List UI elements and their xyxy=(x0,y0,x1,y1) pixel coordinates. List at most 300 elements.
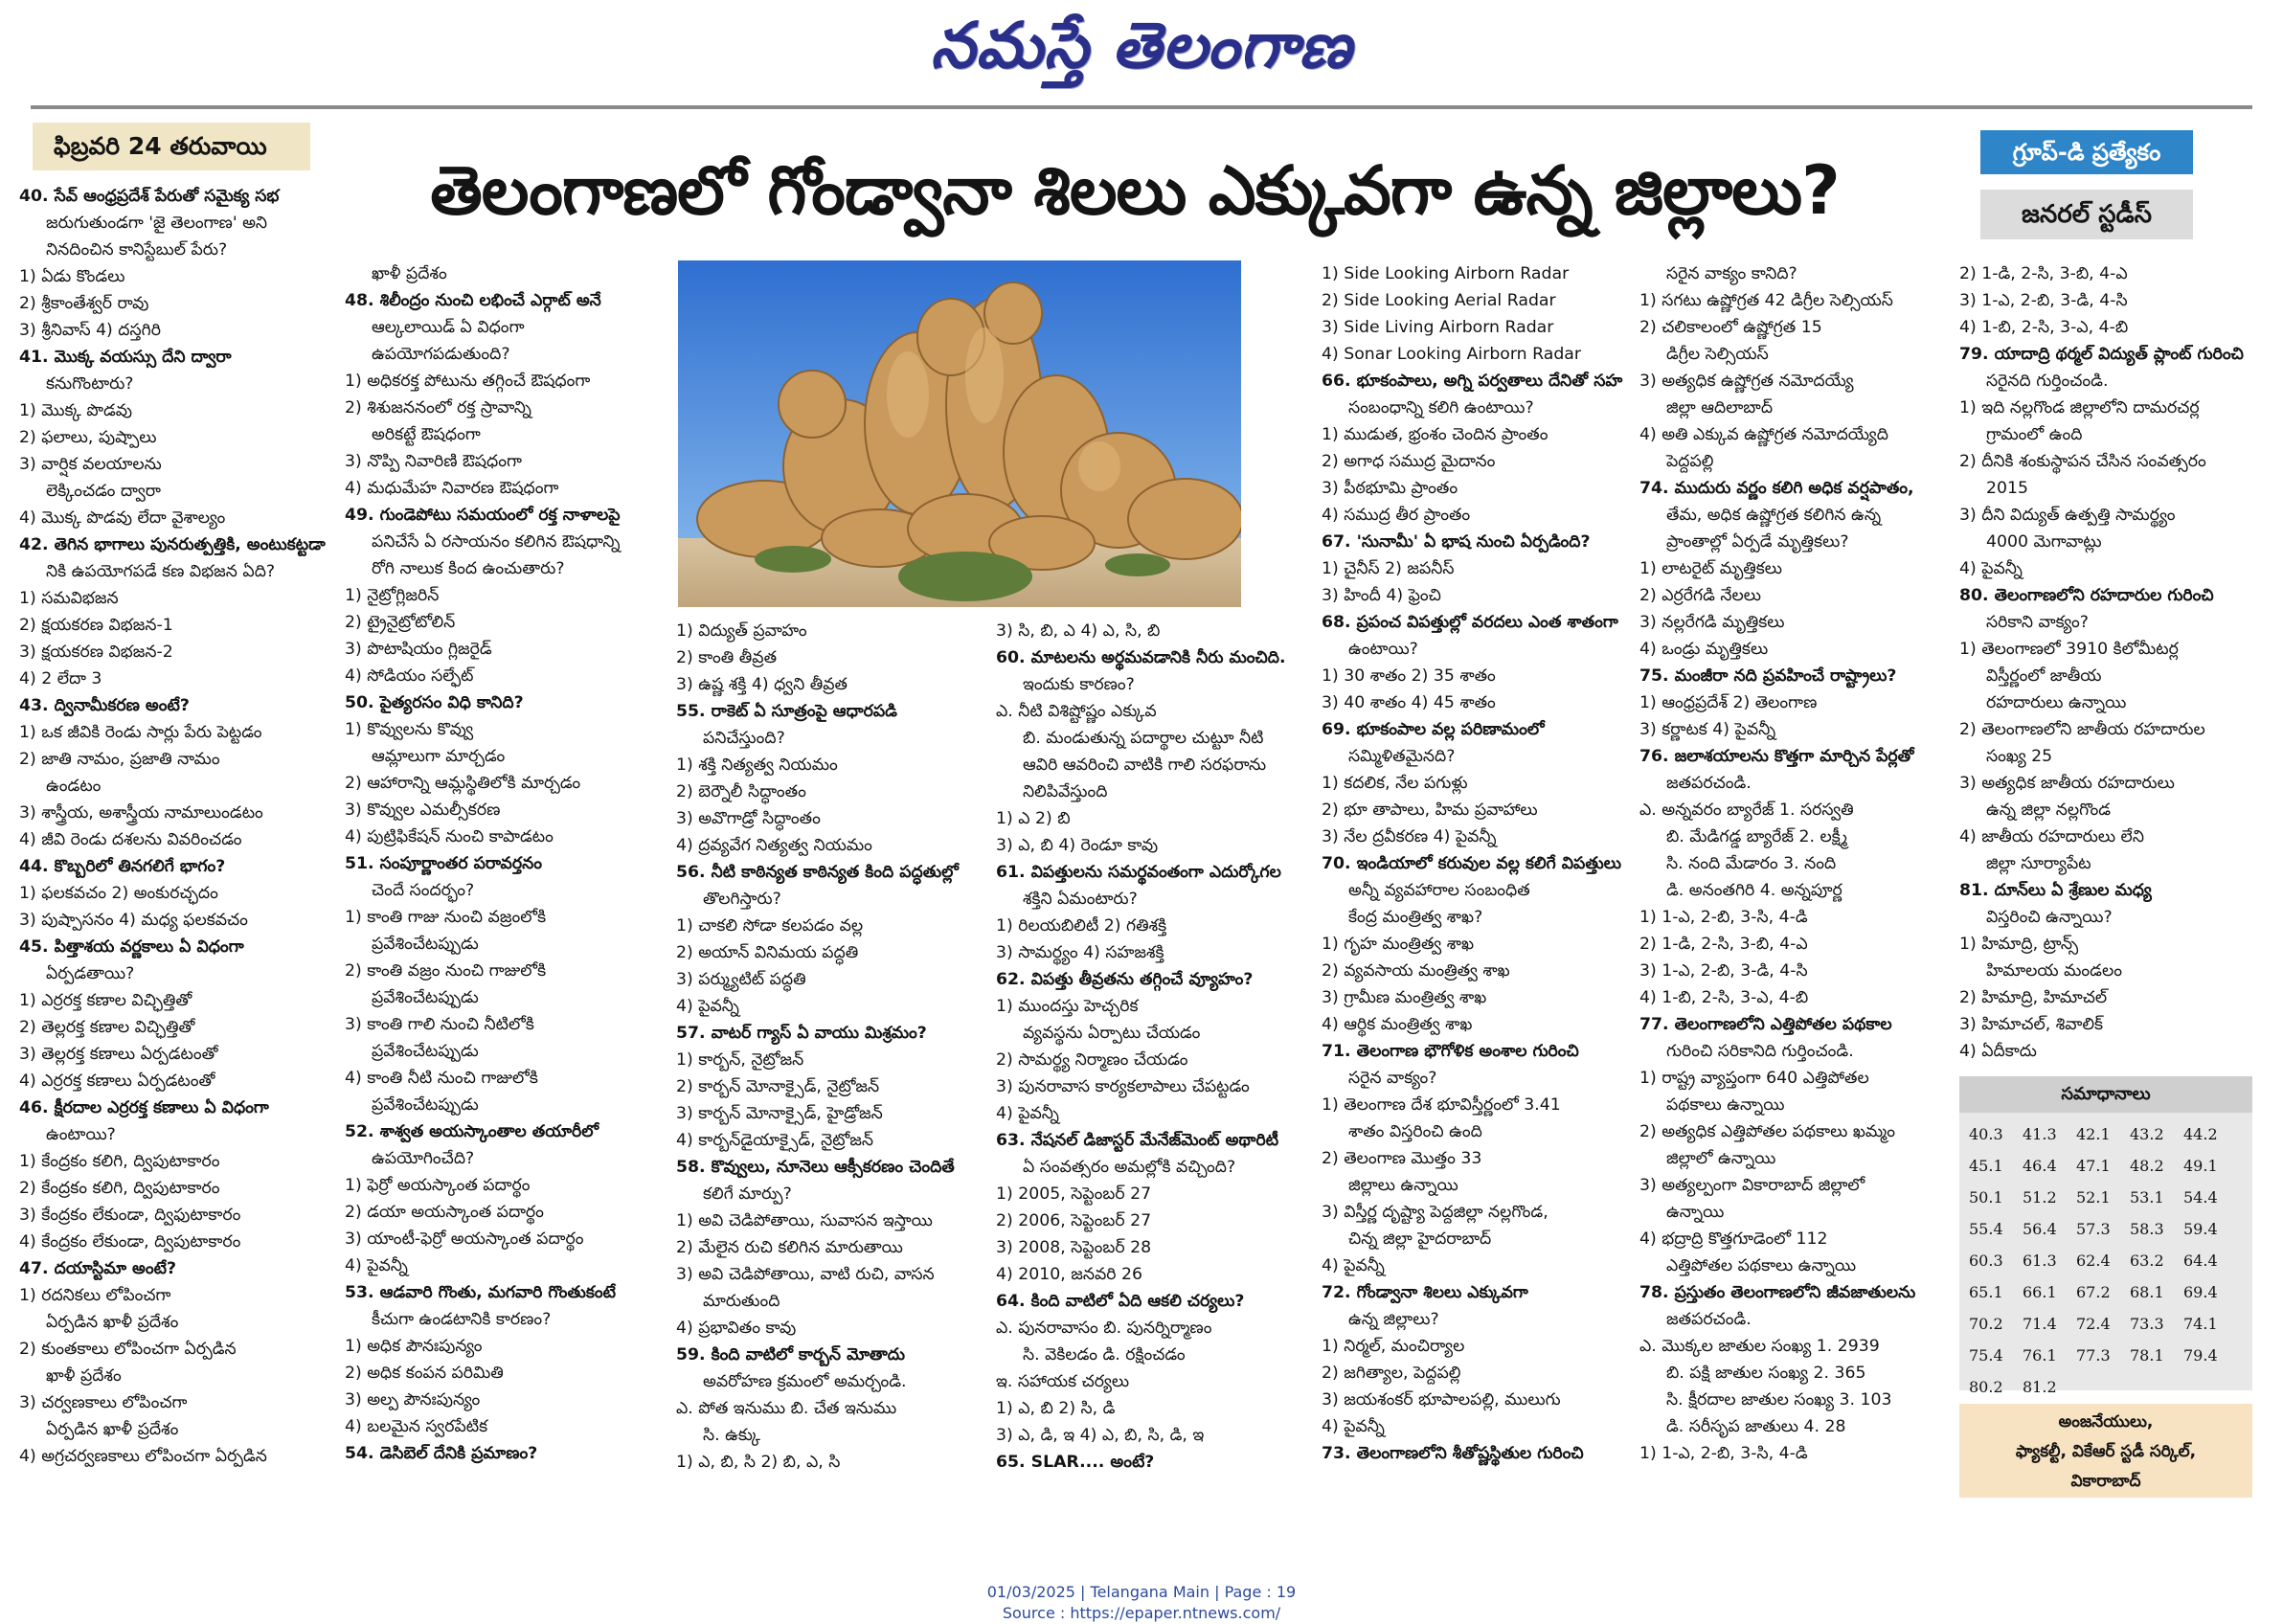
rock-formation-illustration xyxy=(678,260,1241,607)
author-credit xyxy=(1959,1404,2252,1498)
text-line: ఇందుకు కారణం? xyxy=(1023,675,1135,694)
answer-option: 2) తెలంగాణ మొత్తం 33 xyxy=(1322,1149,1482,1168)
question-column-5 xyxy=(1322,260,1628,1509)
answer-option: 3) దీని విద్యుత్ ఉత్పత్తి సామర్థ్యం xyxy=(1959,506,2176,525)
answer-option: 1) చైనీస్ 2) జపనీస్ xyxy=(1322,559,1455,578)
question-column-2 xyxy=(345,260,663,1509)
answer-option: 1) అవి చెడిపోతాయి, సువాసన ఇస్తాయి xyxy=(676,1211,933,1230)
text-line: జతపరచండి. xyxy=(1666,1310,1752,1329)
answer-key-cell: 54.4 xyxy=(2183,1188,2218,1207)
text-line: ఉన్న జిల్లా నల్లగొండ xyxy=(1986,801,2112,820)
text-line: సరైనది గుర్తించండి. xyxy=(1986,372,2109,391)
answer-option: 3) చర్వణకాలు లోపించగా xyxy=(19,1393,188,1412)
question-text: 45. పిత్తాశయ వర్ణకాలు ఏ విధంగా xyxy=(19,937,244,957)
answer-option: 4) 2010, జనవరి 26 xyxy=(996,1265,1142,1284)
text-line: సంఖ్య 25 xyxy=(1986,747,2053,766)
text-line: రోగి నాలుక కింద ఉంచుతారు? xyxy=(372,559,565,578)
text-line: ఎత్తిపోతల పథకాలు ఉన్నాయి xyxy=(1666,1256,1857,1275)
answer-key-cell: 58.3 xyxy=(2130,1220,2164,1238)
question-text: 80. తెలంగాణలోని రహదారుల గురించి xyxy=(1959,586,2214,605)
answer-option: 1) ఫలకవచం 2) అంకురచ్ఛదం xyxy=(19,884,218,903)
answer-option: 4) పుట్రిఫికేషన్ నుంచి కాపాడటం xyxy=(345,827,554,846)
answer-option: 4) 1-బి, 2-సి, 3-ఎ, 4-బి xyxy=(1639,988,1809,1007)
text-line: డి. సరీసృప జాతులు 4. 28 xyxy=(1666,1417,1846,1436)
answer-option: 1) అధిక పౌనఃపున్యం xyxy=(345,1337,483,1356)
answer-option: 1) గృహ మంత్రిత్వ శాఖ xyxy=(1322,935,1475,954)
question-column-7 xyxy=(1959,260,2252,1065)
answer-option: 3) పునరావాస కార్యకలాపాలు చేపట్టడం xyxy=(996,1077,1250,1096)
answer-option: 1) ఎ, బి, సి 2) బి, ఎ, సి xyxy=(676,1453,841,1472)
text-line: మారుతుంది xyxy=(703,1292,780,1311)
answer-option: 2) 1-డి, 2-సి, 3-బి, 4-ఎ xyxy=(1959,264,2128,283)
answer-key-cell: 57.3 xyxy=(2076,1220,2111,1238)
answer-option: 4) 1-బి, 2-సి, 3-ఎ, 4-బి xyxy=(1959,318,2129,337)
text-line: చెందే సందర్భం? xyxy=(372,881,475,900)
question-text: 40. సేవ్ ఆంధ్రప్రదేశ్ పేరుతో సమైక్య సభ xyxy=(19,187,280,206)
answer-option: 1) ఫెర్రో అయస్కాంత పదార్థం xyxy=(345,1176,531,1195)
text-line: నినదించిన కానిస్టేబుల్ పేరు? xyxy=(46,240,228,259)
text-line: హిమాలయ మండలం xyxy=(1986,961,2122,981)
answer-option: 3) నేల ద్రవీకరణ 4) పైవన్నీ xyxy=(1322,827,1497,846)
answer-option: ఎ. పోత ఇనుము బి. చేత ఇనుము xyxy=(676,1399,897,1418)
answer-option: 2) దీనికి శంకుస్థాపన చేసిన సంవత్సరం xyxy=(1959,452,2206,471)
answer-option: 3) అత్యధిక జాతీయ రహదారులు xyxy=(1959,774,2175,793)
question-column-4 xyxy=(996,618,1304,1479)
text-line: పెద్దపల్లి xyxy=(1666,452,1714,471)
answer-key-cell: 61.3 xyxy=(2023,1252,2057,1270)
answer-key-cell: 74.1 xyxy=(2183,1315,2218,1333)
text-line: ప్రవేశించేటప్పుడు xyxy=(372,988,479,1007)
question-text: 67. 'సునామీ' ఏ భాష నుంచి ఏర్పడింది? xyxy=(1322,532,1591,552)
answer-option: 3) జయశంకర్ భూపాలపల్లి, ములుగు xyxy=(1322,1390,1561,1410)
date-box: ఫిబ్రవరి 24 తరువాయి xyxy=(33,123,310,170)
footer-edition: 01/03/2025 | Telangana Main | Page : 19 xyxy=(986,1583,1297,1601)
answer-option: 1) మొక్క పొడవు xyxy=(19,401,132,420)
text-line: సి. నంది మేడారం 3. నంది xyxy=(1666,854,1837,873)
answer-option: 3) కాంతి గాలి నుంచి నీటిలోకి xyxy=(345,1015,534,1034)
answer-option: 3) పుష్పాసనం 4) మధ్య ఫలకవచం xyxy=(19,911,248,930)
question-text: 57. వాటర్ గ్యాస్ ఏ వాయు మిశ్రమం? xyxy=(676,1024,927,1043)
answer-key-cell: 42.1 xyxy=(2076,1125,2111,1143)
answer-key-cell: 55.4 xyxy=(1969,1220,2003,1238)
question-text: 70. ఇండియాలో కరువుల వల్ల కలిగే విపత్తులు xyxy=(1322,854,1621,873)
answer-option: 1) తెలంగాణ దేశ భూవిస్తీర్ణంలో 3.41 xyxy=(1322,1095,1561,1115)
answer-option: 4) అగ్రచర్వణకాలు లోపించగా ఏర్పడిన xyxy=(19,1447,267,1466)
answer-option: 4) ద్రవ్యవేగ నిత్యత్వ నియమం xyxy=(676,836,872,855)
text-line: కీచుగా ఉండటానికి కారణం? xyxy=(372,1310,552,1329)
question-text: 42. తెగిన భాగాలు పునరుత్పత్తికి, అంటుకట్టడా xyxy=(19,535,326,554)
question-text: 81. దూన్‌లు ఏ శ్రేణుల మధ్య xyxy=(1959,881,2152,900)
answer-key-cell: 63.2 xyxy=(2130,1252,2164,1270)
answer-option: 4) జీవి రెండు దశలను వివరించడం xyxy=(19,830,242,849)
question-text: 46. క్షీరదాల ఎర్రరక్త కణాలు ఏ విధంగా xyxy=(19,1098,269,1117)
answer-option: 2) చలికాలంలో ఉష్ణోగ్రత 15 xyxy=(1639,318,1822,337)
answer-option: 2) భూ తాపాలు, హిమ ప్రవాహాలు xyxy=(1322,801,1538,820)
answer-option: 1) కొవ్వులను కొవ్వు xyxy=(345,720,474,739)
answer-option: 4) ప్రభావితం కావు xyxy=(676,1319,797,1338)
answer-option: 3) వార్షిక వలయాలను xyxy=(19,455,162,474)
text-line: ఖాళీ ప్రదేశం xyxy=(372,264,447,283)
text-line: ప్రాంతాల్లో ఏర్పడే మృత్తికలు? xyxy=(1666,532,1849,552)
answer-option: 1) కేంద్రకం కలిగి, ద్విపుటాకారం xyxy=(19,1152,220,1171)
text-line: జిల్లా సూర్యాపేట xyxy=(1986,854,2091,873)
text-line: బి. మేడిగడ్డ బ్యారేజ్ 2. లక్ష్మీ xyxy=(1666,827,1848,846)
question-text: 44. కొబ్బరిలో తినగలిగే భాగం? xyxy=(19,857,226,876)
question-text: 79. యాదాద్రి థర్మల్ విద్యుత్ ప్లాంట్ గురించి xyxy=(1959,345,2244,364)
text-line: ఖాళీ ప్రదేశం xyxy=(46,1366,122,1386)
answer-key-cell: 73.3 xyxy=(2130,1315,2164,1333)
answer-option: 1) 30 శాతం 2) 35 శాతం xyxy=(1322,666,1496,686)
text-line: ఉండటం xyxy=(46,777,102,796)
answer-key-cell: 49.1 xyxy=(2183,1157,2218,1175)
text-line: శక్తిని ఏమంటారు? xyxy=(1023,890,1138,909)
answer-option: 1) లాటరైట్ మృత్తికలు xyxy=(1639,559,1783,578)
answer-option: 4) కార్బన్‌డైయాక్సైడ్, నైట్రోజన్ xyxy=(676,1131,873,1150)
answer-option: 3) పొటాషియం గ్లిజరైడ్ xyxy=(345,640,492,659)
answer-key-cell: 51.2 xyxy=(2023,1188,2057,1207)
answer-key-cell: 41.3 xyxy=(2023,1125,2057,1143)
headline: తెలంగాణలో గోండ్వానా శిలలు ఎక్కువగా ఉన్న జిల్లాలు? xyxy=(430,151,1840,230)
answer-key-cell: 75.4 xyxy=(1969,1346,2003,1365)
answer-option: 3) అత్యల్పంగా వికారాబాద్ జిల్లాలో xyxy=(1639,1176,1865,1195)
credit-line: ఫ్యాకల్టీ, వికేఆర్ స్టడీ సర్కిల్, xyxy=(2015,1442,2197,1461)
text-line: ఉన్నాయి xyxy=(1666,1203,1725,1222)
question-text: 64. కింది వాటిలో ఏది ఆకలి చర్యలు? xyxy=(996,1292,1245,1311)
answer-option: 3) గ్రామీణ మంత్రిత్వ శాఖ xyxy=(1322,988,1487,1007)
answer-option: 1) చాకలి సోడా కలపడం వల్ల xyxy=(676,916,864,936)
answer-option: 1) కార్బన్, నైట్రోజన్ xyxy=(676,1050,804,1070)
answer-option: 1) కదలిక, నేల పగుళ్లు xyxy=(1322,774,1468,793)
answer-option: 1) ఇది నల్లగొండ జిల్లాలోని దామరచర్ల xyxy=(1959,398,2200,417)
credit-line: అంజనేయులు, xyxy=(2058,1412,2154,1432)
answer-option: 2) ఆహారాన్ని ఆమ్లస్థితిలోకి మార్చడం xyxy=(345,774,581,793)
answer-option: 4) పైవన్నీ xyxy=(676,997,739,1016)
answer-option: 1) అధికరక్త పోటును తగ్గించే ఔషధంగా xyxy=(345,372,591,391)
answer-option: 2) తెల్లరక్త కణాల విచ్ఛిత్తితో xyxy=(19,1018,195,1037)
answer-option: 2) బెర్నౌలీ సిద్ధాంతం xyxy=(676,782,806,801)
question-column-3 xyxy=(676,618,984,1479)
answer-option: 2) Side Looking Aerial Radar xyxy=(1322,291,1556,310)
text-line: రహదారులు ఉన్నాయి xyxy=(1986,693,2127,712)
answer-option: 4) పైవన్నీ xyxy=(996,1104,1059,1123)
answer-option: 3) ఎ, డి, ఇ 4) ఎ, బి, సి, డి, ఇ xyxy=(996,1426,1205,1445)
text-line: నిలిపివేస్తుంది xyxy=(1023,782,1108,801)
answer-key-cell: 79.4 xyxy=(2183,1346,2218,1365)
question-text: 75. మంజీరా నది ప్రవహించే రాష్ట్రాలు? xyxy=(1639,666,1897,686)
question-text: 78. ప్రస్తుతం తెలంగాణలోని జీవజాతులను xyxy=(1639,1283,1916,1302)
answer-option: 1) 2005, సెప్టెంబర్ 27 xyxy=(996,1184,1152,1204)
question-text: 51. సంపూర్ణాంతర పరావర్తనం xyxy=(345,854,542,873)
answer-option: 2) సామర్థ్య నిర్మాణం చేయడం xyxy=(996,1050,1188,1070)
question-text: 73. తెలంగాణలోని శీతోష్ణస్థితుల గురించి xyxy=(1322,1444,1584,1463)
answer-option: 2) జగిత్యాల, పెద్దపల్లి xyxy=(1322,1364,1461,1383)
text-line: సరైన వాక్యం? xyxy=(1348,1069,1437,1088)
answer-option: 4) జాతీయ రహదారులు లేని xyxy=(1959,827,2144,846)
answer-key-cell: 71.4 xyxy=(2023,1315,2057,1333)
text-line: అన్నీ వ్యవహారాల సంబంధిత xyxy=(1348,881,1530,900)
answer-option: 3) 1-ఎ, 2-బి, 3-డి, 4-సి xyxy=(1959,291,2128,310)
answer-option: ఎ. పునరావాసం బి. పునర్నిర్మాణం xyxy=(996,1319,1212,1338)
answer-option: 3) కొవ్వుల ఎమల్సీకరణ xyxy=(345,801,501,820)
answer-option: 4) అతి ఎక్కువ ఉష్ణోగ్రత నమోదయ్యేది xyxy=(1639,425,1888,444)
question-text: 63. నేషనల్ డిజాస్టర్ మేనేజ్‌మెంట్ అథారిటీ xyxy=(996,1131,1279,1150)
question-text: 74. ముదురు వర్ణం కలిగి అధిక వర్షపాతం, xyxy=(1639,479,1914,498)
answer-option: 1) నిర్మల్, మంచిర్యాల xyxy=(1322,1337,1465,1356)
question-text: 49. గుండెపోటు సమయంలో రక్త నాళాలపై xyxy=(345,506,621,525)
text-line: ఉంటాయి? xyxy=(46,1125,116,1144)
text-line: ఏర్పడిన ఖాళీ ప్రదేశం xyxy=(46,1420,179,1439)
answer-option: 3) అవొగాడ్రో సిద్ధాంతం xyxy=(676,809,821,828)
question-text: 71. తెలంగాణ భౌగోళిక అంశాల గురించి xyxy=(1322,1042,1579,1061)
answer-option: 2) కాంతి వజ్రం నుంచి గాజులోకి xyxy=(345,961,547,981)
answer-option: 2) అధిక కంపన పరిమితి xyxy=(345,1364,504,1383)
text-line: సమ్మిళితమైనది? xyxy=(1348,747,1456,766)
answer-option: ఇ. సహాయక చర్యలు xyxy=(996,1372,1130,1391)
answer-option: ఎ. మొక్కల జాతుల సంఖ్య 1. 2939 xyxy=(1639,1337,1880,1356)
question-text: 53. ఆడవారి గొంతు, మగవారి గొంతుకంటే xyxy=(345,1283,616,1302)
question-text: 60. మాటలను అర్థమవడానికి నీరు మంచిది. xyxy=(996,648,1286,667)
answer-option: 1) విద్యుత్ ప్రవాహం xyxy=(676,621,807,641)
answer-option: 2) కార్బన్ మోనాక్సైడ్, నైట్రోజన్ xyxy=(676,1077,880,1096)
answer-option: 1) శక్తి నిత్యత్వ నియమం xyxy=(676,756,838,775)
answer-key-cell: 69.4 xyxy=(2183,1283,2218,1301)
question-text: 65. SLAR.... అంటే? xyxy=(996,1453,1155,1472)
question-column-1 xyxy=(19,183,335,1509)
answer-option: 1) రదనికలు లోపించగా xyxy=(19,1286,171,1305)
answer-key-cell: 48.2 xyxy=(2130,1157,2164,1175)
text-line: సి. క్షీరదాల జాతుల సంఖ్య 3. 103 xyxy=(1666,1390,1892,1410)
answer-option: 3) విస్తీర్ణ దృష్ట్యా పెద్దజిల్లా నల్లగొండ, xyxy=(1322,1203,1548,1222)
answer-option: 3) అత్యధిక ఉష్ణోగ్రత నమోదయ్యే xyxy=(1639,372,1854,391)
answer-option: 4) పైవన్నీ xyxy=(1322,1256,1385,1275)
answer-option: 4) ఏదీకాదు xyxy=(1959,1042,2037,1061)
answer-key-cell: 77.3 xyxy=(2076,1346,2111,1365)
answer-option: 3) కేంద్రకం లేకుండా, ద్విఫుటాకారం xyxy=(19,1206,241,1225)
answer-key-cell: 64.4 xyxy=(2183,1252,2218,1270)
question-text: 41. మొక్క వయస్సు దేని ద్వారా xyxy=(19,348,232,367)
answer-key-cell: 76.1 xyxy=(2023,1346,2057,1365)
rock-formation-photo xyxy=(678,260,1241,607)
answer-option: ఎ. నీటి విశిష్టోష్ణం ఎక్కువ xyxy=(996,702,1157,721)
question-text: 50. పైత్యరసం విధి కానిది? xyxy=(345,693,524,712)
answer-option: 3) నొప్పి నివారిణి ఔషధంగా xyxy=(345,452,522,471)
subject-label: జనరల్ స్టడీస్ xyxy=(1980,190,2193,239)
answer-option: 2) వ్యవసాయ మంత్రిత్వ శాఖ xyxy=(1322,961,1510,981)
page-footer xyxy=(0,1582,2283,1624)
text-line: ప్రవేశించేటప్పుడు xyxy=(372,935,479,954)
answer-option: 3) Side Living Airborn Radar xyxy=(1322,318,1554,337)
answer-option: 2) ఎర్రరేగడి నేలలు xyxy=(1639,586,1761,605)
question-text: 66. భూకంపాలు, అగ్ని పర్వతాలు దేనితో సహ xyxy=(1322,372,1623,391)
answer-key-cell: 52.1 xyxy=(2076,1188,2111,1207)
answer-option: 2) క్షయకరణ విభజన-1 xyxy=(19,616,173,635)
text-line: ఏ సంవత్సరం అమల్లోకి వచ్చింది? xyxy=(1023,1158,1236,1177)
answer-option: 3) సి, బి, ఎ 4) ఎ, సి, బి xyxy=(996,621,1161,641)
answer-option: 3) నల్లరేగడి మృత్తికలు xyxy=(1639,613,1785,632)
answer-option: 4) కాంతి నీటి నుంచి గాజులోకి xyxy=(345,1069,538,1088)
text-line: తేమ, అధిక ఉష్ణోగ్రత కలిగిన ఉన్న xyxy=(1666,506,1882,525)
text-line: సి. వెకిలడం డి. రక్షించడం xyxy=(1023,1345,1186,1365)
answer-option: 2) 1-డి, 2-సి, 3-బి, 4-ఎ xyxy=(1639,935,1808,954)
answer-option: 2) అయాన్ వినిమయ పద్ధతి xyxy=(676,943,859,962)
answer-option: 4) సముద్ర తీర ప్రాంతం xyxy=(1322,506,1471,525)
answer-option: 3) ఎ, బి 4) రెండూ కావు xyxy=(996,836,1159,855)
text-line: పనిచేసే ఏ రసాయనం కలిగిన ఔషధాన్ని xyxy=(372,532,621,552)
question-text: 48. శిలీంద్రం నుంచి లభించే ఎర్గాట్ అనే xyxy=(345,291,601,310)
answer-option: 1) ఎ, బి 2) సి, డి xyxy=(996,1399,1116,1418)
answer-key-cell: 43.2 xyxy=(2130,1125,2164,1143)
answer-option: 4) పైవన్నీ xyxy=(1959,559,2023,578)
text-line: జిల్లాలో ఉన్నాయి xyxy=(1666,1149,1776,1168)
text-line: జతపరచండి. xyxy=(1666,774,1752,793)
question-text: 62. విపత్తు తీవ్రతను తగ్గించే వ్యూహం? xyxy=(996,970,1254,989)
text-line: 4000 మెగావాట్లు xyxy=(1986,532,2102,552)
text-line: సంబంధాన్ని కలిగి ఉంటాయి? xyxy=(1348,398,1534,417)
answer-option: 3) హిమాచల్, శివాలిక్ xyxy=(1959,1015,2104,1034)
text-line: ఆమ్లాలుగా మార్చడం xyxy=(372,747,506,766)
answer-option: 4) కేంద్రకం లేకుండా, ద్విపుటాకారం xyxy=(19,1232,241,1252)
question-text: 47. దయాస్టిమా అంటే? xyxy=(19,1259,176,1278)
answer-option: 2) కేంద్రకం కలిగి, ద్విపుటాకారం xyxy=(19,1179,220,1198)
answers-title: సమాధానాలు xyxy=(1959,1076,2252,1113)
text-line: సరైన వాక్యం కానిది? xyxy=(1666,264,1797,283)
text-line: పనిచేస్తుంది? xyxy=(703,729,785,748)
text-line: ఆల్కలాయిడ్ ఏ విధంగా xyxy=(372,318,525,337)
question-text: 69. భూకంపాల వల్ల పరిణామంలో xyxy=(1322,720,1545,739)
answer-option: 4) బలమైన స్వరపేటిక xyxy=(345,1417,488,1436)
answer-option: 1) ముడుత, భ్రంశం చెందిన ప్రాంతం xyxy=(1322,425,1548,444)
text-line: కనుగొంటారు? xyxy=(46,374,134,394)
answer-option: 1) నైట్రోగ్లిజరిన్ xyxy=(345,586,440,605)
answer-option: 1) Side Looking Airborn Radar xyxy=(1322,264,1570,283)
answer-key-cell: 68.1 xyxy=(2130,1283,2164,1301)
question-text: 61. విపత్తులను సమర్థవంతంగా ఎదుర్కోగల xyxy=(996,863,1281,882)
answer-option: 3) హిందీ 4) ఫ్రెంచి xyxy=(1322,586,1441,605)
masthead-logo: నమస్తే తెలంగాణ xyxy=(930,9,1353,82)
text-line: ఉన్న జిల్లాలు? xyxy=(1348,1310,1439,1329)
answer-option: 4) పైవన్నీ xyxy=(1322,1417,1385,1436)
answer-option: 3) యాంటీ-ఫెర్రో అయస్కాంత పదార్థం xyxy=(345,1229,584,1249)
answer-key-cell: 78.1 xyxy=(2130,1346,2164,1365)
answer-key-cell: 46.4 xyxy=(2023,1157,2057,1175)
answer-key-cell: 70.2 xyxy=(1969,1315,2003,1333)
answer-key-cell: 53.1 xyxy=(2130,1188,2164,1207)
text-line: ప్రవేశించేటప్పుడు xyxy=(372,1042,479,1061)
header-divider xyxy=(31,105,2252,109)
answer-option: 3) శాస్త్రీయ, అశాస్త్రీయ నామాలుండటం xyxy=(19,803,263,823)
answer-option: 2) 2006, సెప్టెంబర్ 27 xyxy=(996,1211,1152,1230)
text-line: ఉపయోగపడుతుంది? xyxy=(372,345,510,364)
text-line: తొలగిస్తారు? xyxy=(703,890,781,909)
answer-option: 2) తెలంగాణలోని జాతీయ రహదారుల xyxy=(1959,720,2205,739)
text-line: సి. ఉక్కు xyxy=(703,1426,760,1445)
answer-key-cell: 65.1 xyxy=(1969,1283,2003,1301)
answer-option: 1) ఏడు కొండలు xyxy=(19,267,125,286)
answer-option: 3) పర్మ్యుటిట్ పద్ధతి xyxy=(676,970,806,989)
answer-option: 4) ఎర్రరక్త కణాలు ఏర్పడటంతో xyxy=(19,1071,215,1091)
answer-option: 1) సమవిభజన xyxy=(19,589,119,608)
answer-key-cell: 62.4 xyxy=(2076,1252,2111,1270)
text-line: ప్రవేశించేటప్పుడు xyxy=(372,1095,479,1115)
answer-option: 3) సామర్థ్యం 4) సహజశక్తి xyxy=(996,943,1164,962)
question-text: 43. ద్వినామీకరణ అంటే? xyxy=(19,696,190,715)
answer-option: 3) శ్రీనివాస్ 4) దస్తగిరి xyxy=(19,321,161,340)
answer-option: 2) అత్యధిక ఎత్తిపోతల పథకాలు ఖమ్మం xyxy=(1639,1122,1895,1141)
answer-option: 1) రిలయబిలిటీ 2) గతిశక్తి xyxy=(996,916,1167,936)
text-line: నికి ఉపయోగపడే కణ విభజన ఏది? xyxy=(46,562,276,581)
answer-option: 3) అల్ప పౌనఃపున్యం xyxy=(345,1390,481,1410)
text-line: జిల్లాలు ఉన్నాయి xyxy=(1348,1176,1458,1195)
answer-option: 1) ఒక జీవికి రెండు సార్లు పేరు పెట్టడం xyxy=(19,723,262,742)
answer-key-cell: 40.3 xyxy=(1969,1125,2003,1143)
answer-option: 3) 40 శాతం 4) 45 శాతం xyxy=(1322,693,1496,712)
answer-option: 1) హిమాద్రి, ట్రాన్స్ xyxy=(1959,935,2079,954)
answer-option: 2) కుంతకాలు లోపించగా ఏర్పడిన xyxy=(19,1340,237,1359)
text-line: చిన్న జిల్లా హైదరాబాద్ xyxy=(1348,1229,1492,1249)
answer-option: 4) మొక్క పొడవు లేదా వైశాల్యం xyxy=(19,508,226,528)
question-text: 77. తెలంగాణలోని ఎత్తిపోతల పథకాల xyxy=(1639,1015,1892,1034)
answer-key-cell: 56.4 xyxy=(2023,1220,2057,1238)
answer-option: 3) ఉష్ణ శక్తి 4) ధ్వని తీవ్రత xyxy=(676,675,848,694)
text-line: డిగ్రీల సెల్సియస్ xyxy=(1666,345,1769,364)
answer-key-cell: 72.4 xyxy=(2076,1315,2111,1333)
text-line: గురించి సరికానిది గుర్తించండి. xyxy=(1666,1042,1854,1061)
question-text: 55. రాకెట్ ఏ సూత్రంపై ఆధారపడి xyxy=(676,702,897,721)
answer-option: 2) డయా అయస్కాంత పదార్థం xyxy=(345,1203,544,1222)
question-text: 56. నీటి కాఠిన్యత కాఠిన్యత కింది పద్ధతుల్లో xyxy=(676,863,959,882)
answer-option: 4) భద్రాద్రి కొత్తగూడెంలో 112 xyxy=(1639,1229,1828,1249)
answer-option: 2) హిమాద్రి, హిమాచల్ xyxy=(1959,988,2108,1007)
text-line: అవరోహణ క్రమంలో అమర్చండి. xyxy=(703,1372,907,1391)
answer-option: 1) కాంతి గాజు నుంచి వజ్రంలోకి xyxy=(345,908,547,927)
answer-key-cell: 81.2 xyxy=(2023,1378,2057,1396)
question-text: 59. కింది వాటిలో కార్బన్ మోతాదు xyxy=(676,1345,905,1365)
answer-option: 3) కార్బన్ మోనాక్సైడ్, హైడ్రోజన్ xyxy=(676,1104,883,1123)
answer-option: 1) సగటు ఉష్ణోగ్రత 42 డిగ్రీల సెల్సియస్ xyxy=(1639,291,1893,310)
answer-option: 3) 1-ఎ, 2-బి, 3-డి, 4-సి xyxy=(1639,961,1808,981)
question-text: 58. కొవ్వులు, నూనెలు ఆక్సీకరణం చెందితే xyxy=(676,1158,955,1177)
text-line: పథకాలు ఉన్నాయి xyxy=(1666,1095,1785,1115)
answer-option: 2) అగాధ సముద్ర మైదానం xyxy=(1322,452,1496,471)
question-text: 54. డెసిబెల్ దేనికి ప్రమాణం? xyxy=(345,1444,538,1463)
question-column-6 xyxy=(1639,260,1946,1509)
answer-option: 4) 2 లేదా 3 xyxy=(19,669,102,688)
answer-option: 3) అవి చెడిపోతాయి, వాటి రుచి, వాసన xyxy=(676,1265,935,1284)
group-label: గ్రూప్-డి ప్రత్యేకం xyxy=(1980,130,2193,174)
question-text: 76. జలాశయాలను కొత్తగా మార్చిన పేర్లతో xyxy=(1639,747,1914,766)
answer-option: 1) 1-ఎ, 2-బి, 3-సి, 4-డి xyxy=(1639,908,1808,927)
text-line: ఆవిరి ఆవరించి వాటికి గాలి సరఫరాను xyxy=(1023,756,1267,775)
answer-option: 2) శిశుజననంలో రక్త స్రావాన్ని xyxy=(345,398,531,417)
text-line: సరికాని వాక్యం? xyxy=(1986,613,2089,632)
answer-option: 4) ఆర్థిక మంత్రిత్వ శాఖ xyxy=(1322,1015,1473,1034)
answer-option: 1) ముందస్తు హెచ్చరిక xyxy=(996,997,1139,1016)
answer-option: ఎ. అన్నవరం బ్యారేజ్ 1. సరస్వతి xyxy=(1639,801,1854,820)
credit-line: వికారాబాద్ xyxy=(2070,1472,2141,1491)
answer-option: 2) ఫలాలు, పుష్పాలు xyxy=(19,428,157,447)
answer-option: 1) ఆంధ్రప్రదేశ్ 2) తెలంగాణ xyxy=(1639,693,1818,712)
answer-key-cell: 60.3 xyxy=(1969,1252,2003,1270)
answer-key-cell: 45.1 xyxy=(1969,1157,2003,1175)
answer-option: 1) 1-ఎ, 2-బి, 3-సి, 4-డి xyxy=(1639,1444,1808,1463)
text-line: కలిగే మార్పు? xyxy=(703,1184,792,1204)
answer-key-cell: 44.2 xyxy=(2183,1125,2218,1143)
answer-key-cell: 67.2 xyxy=(2076,1283,2111,1301)
answer-option: 1) ఎ 2) బి xyxy=(996,809,1071,828)
question-text: 52. శాశ్వత అయస్కాంతాల తయారీలో xyxy=(345,1122,599,1141)
answers-grid xyxy=(1959,1113,2252,1396)
text-line: బి. పక్షి జాతుల సంఖ్య 2. 365 xyxy=(1666,1364,1866,1383)
